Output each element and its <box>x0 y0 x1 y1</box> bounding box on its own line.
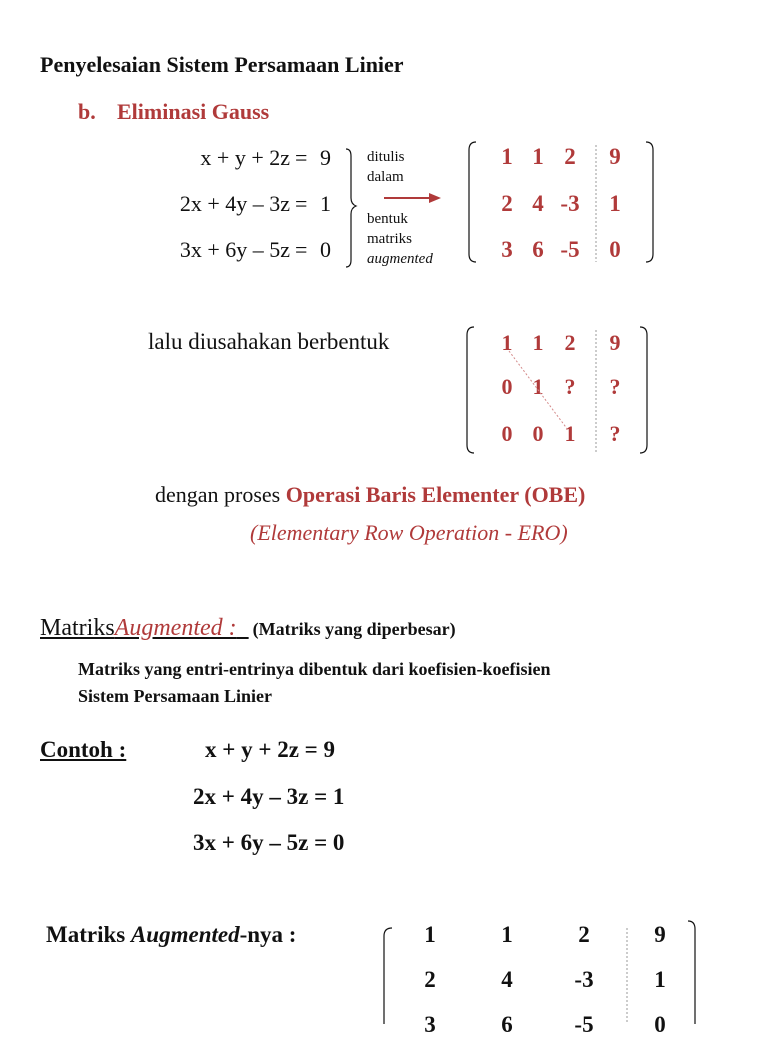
section-heading: Eliminasi Gauss <box>117 99 270 124</box>
augmented-heading-matriks: Matriks <box>40 615 115 641</box>
matrix-c-cell: -5 <box>574 1012 594 1037</box>
process-prefix: dengan proses <box>155 482 281 507</box>
arrow-label-line-1: ditulis <box>367 149 405 165</box>
augmented-heading-paren: (Matriks yang diperbesar) <box>252 619 456 639</box>
matrix-a-cell: 9 <box>609 144 621 169</box>
matrix-a-cell: 1 <box>532 144 544 169</box>
matrix-b-left-paren-icon <box>467 327 474 453</box>
ero-term: (Elementary Row Operation - ERO) <box>250 520 568 545</box>
matrix-c-cell: 1 <box>654 967 666 992</box>
equation-1-rhs: 9 <box>320 145 331 170</box>
matrix-a-cell: 1 <box>501 144 513 169</box>
equation-1-lhs: x + y + 2z <box>200 145 290 170</box>
right-brace-icon <box>346 149 356 267</box>
arrow-label-line-4: matriks <box>367 231 412 247</box>
matrix-c-cell: 4 <box>501 967 513 992</box>
matrix-c-left-paren-icon <box>384 928 392 1024</box>
matrix-c-right-paren-icon <box>688 921 695 1024</box>
definition-line-1: Matriks yang entri-entrinya dibentuk dari koefisien-koefisien <box>78 659 551 679</box>
matrix-b-cell: ? <box>609 374 621 399</box>
matrix-a-cell: 6 <box>532 237 544 262</box>
matrix-b-cell: 1 <box>532 374 544 399</box>
matrix-c-cell: 2 <box>424 967 436 992</box>
matrix-a-cell: 0 <box>609 237 621 262</box>
matrix-c-cell: 3 <box>424 1012 436 1037</box>
matrix-b-cell: 1 <box>564 421 576 446</box>
matrix-a-cell: -5 <box>560 237 580 262</box>
equation-2-lhs: 2x + 4y – 3z <box>179 191 290 216</box>
equation-2-equals: = <box>295 191 308 216</box>
matrix-c-cell: 0 <box>654 1012 666 1037</box>
matrix-b-cell: 0 <box>501 421 513 446</box>
matrix-c-cell: 6 <box>501 1012 513 1037</box>
augmented-result-matriks: Matriks <box>46 922 126 947</box>
matrix-a-cell: 1 <box>609 191 621 216</box>
obe-term: Operasi Baris Elementer (OBE) <box>285 482 586 507</box>
arrow-head-icon <box>429 193 441 203</box>
matrix-c-cell: 9 <box>654 922 666 947</box>
equation-3-lhs: 3x + 6y – 5z <box>179 237 290 262</box>
matrix-a-left-paren-icon <box>469 142 476 262</box>
matrix-c-cell: -3 <box>574 967 594 992</box>
matrix-a-cell: 2 <box>564 144 576 169</box>
matrix-b-cell: 1 <box>501 330 513 355</box>
matrix-a-right-paren-icon <box>646 142 653 262</box>
equation-3-rhs: 0 <box>320 237 331 262</box>
matrix-c-cell: 1 <box>424 922 436 947</box>
matrix-a-cell: -3 <box>560 191 580 216</box>
matrix-b-right-paren-icon <box>640 327 647 453</box>
section-marker: b. <box>78 99 96 124</box>
matrix-a-cell: 4 <box>532 191 544 216</box>
page-title: Penyelesaian Sistem Persamaan Linier <box>40 52 404 77</box>
augmented-heading-term: Augmented : <box>114 615 237 641</box>
matrix-b-cell: ? <box>609 421 621 446</box>
matrix-b-diagonal <box>509 351 568 430</box>
example-equation-2: 2x + 4y – 3z = 1 <box>193 784 345 809</box>
example-equation-3: 3x + 6y – 5z = 0 <box>193 830 345 855</box>
matrix-b-cell: 9 <box>609 330 621 355</box>
matrix-c-cell: 2 <box>578 922 590 947</box>
equation-3-equals: = <box>295 237 308 262</box>
equation-2-rhs: 1 <box>320 191 331 216</box>
matrix-b-cell: 0 <box>532 421 544 446</box>
matrix-b-cell: 2 <box>564 330 576 355</box>
definition-line-2: Sistem Persamaan Linier <box>78 686 272 706</box>
arrow-label-line-2: dalam <box>367 169 404 185</box>
transition-text: lalu diusahakan berbentuk <box>148 329 390 354</box>
matrix-b-cell: ? <box>564 374 576 399</box>
equation-1-equals: = <box>295 145 308 170</box>
arrow-label-line-3: bentuk <box>367 211 408 227</box>
arrow-label-line-5: augmented <box>367 251 433 267</box>
augmented-result-suffix: -nya : <box>239 922 297 947</box>
matrix-a-cell: 2 <box>501 191 513 216</box>
matrix-b-cell: 1 <box>532 330 544 355</box>
matrix-b-cell: 0 <box>501 374 513 399</box>
augmented-result-term: Augmented <box>130 922 240 947</box>
matrix-a-cell: 3 <box>501 237 513 262</box>
example-equation-1: x + y + 2z = 9 <box>205 737 336 762</box>
example-label: Contoh : <box>40 737 127 762</box>
matrix-c-cell: 1 <box>501 922 513 947</box>
